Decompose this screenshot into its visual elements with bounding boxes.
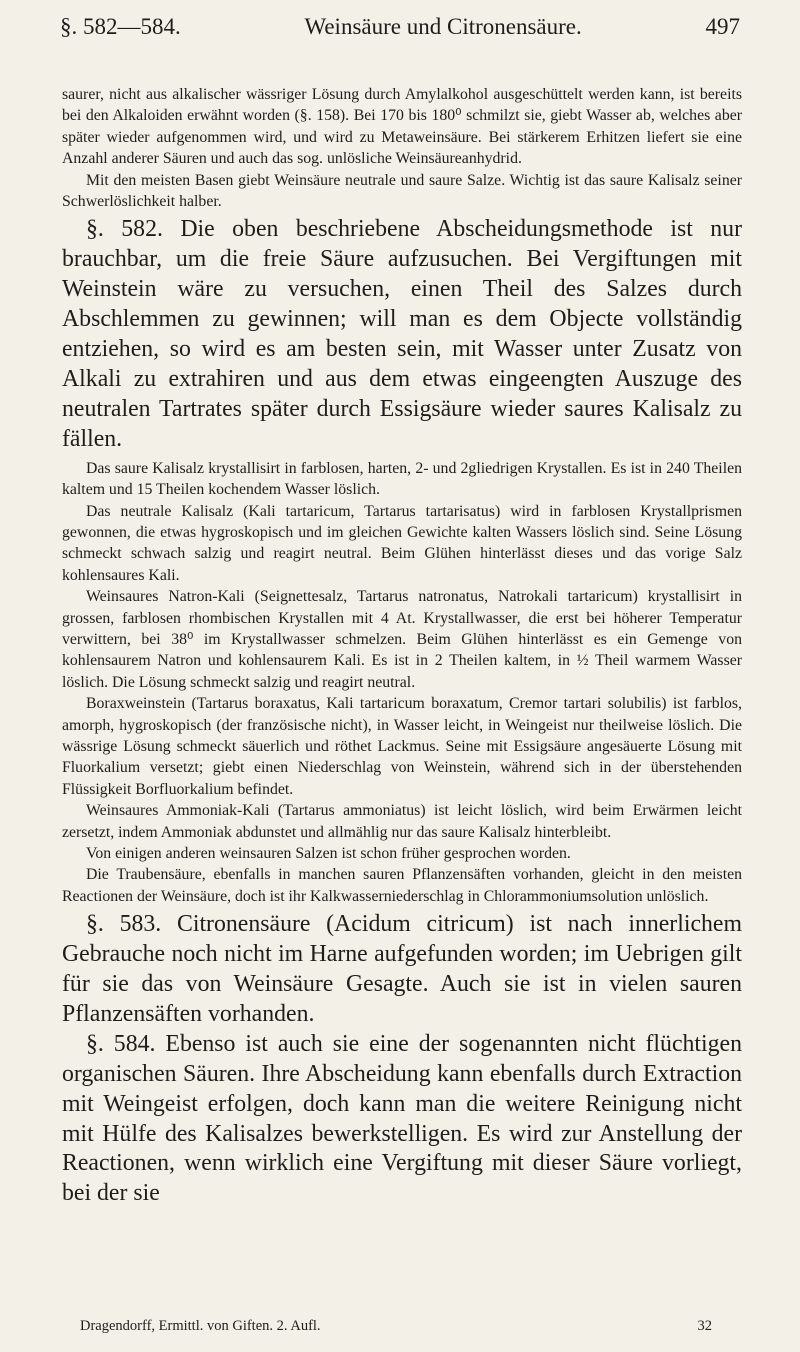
running-header [60, 14, 740, 50]
signature-mark: 32 [697, 1318, 712, 1334]
footer-citation: Dragendorff, Ermittl. von Giften. 2. Aufl. [80, 1318, 321, 1334]
section-582: §. 582. Die oben beschriebene Abscheidungsmethode ist nur brauchbar, um die freie Säure aufzusuchen. Bei Vergiftungen mit Weinstein wäre zu versuchen, einen Theil des Salzes durch Abschlemmen zu gewinnen; will man es dem Objecte vollständig entziehen, so wird es am besten sein, mit Wasser unter Zusatz von Alkali zu extrahiren und aus dem etwas eingeengten Auszuge des neutralen Tartrates später durch Essigsäure wieder saures Kalisalz zu fällen. [62, 216, 742, 452]
paragraph-neutrales-kalisalz: Das neutrale Kalisalz (Kali tartaricum, Tartarus tartarisatus) wird in farblosen Krystallprismen gewonnen, die etwas hygroskopisch und im gleichen Gewichte kalten Wassers löslich sind. Seine Lösung schmeckt schwach salzig und reagirt neutral. Beim Glühen hinterlässt dieses und das vorige Salz kohlensaures Kali. [62, 502, 742, 584]
page-body [62, 84, 742, 1209]
paragraph-natron-kali: Weinsaures Natron-Kali (Seignettesalz, Tartarus natronatus, Natrokali tartaricum) krystallisirt in grossen, farblosen rhombischen Krystallen mit 4 At. Krystallwasser, die erst bei höherer Temperatur verwittern, bei 38⁰ im Krystallwasser schmelzen. Beim Glühen hinterlässt es ein Gemenge von kohlensaurem Natron und kohlensaurem Kali. Es ist in 2 Theilen kaltem, in ½ Theil warmem Wasser löslich. Die Lösung schmeckt salzig und reagirt neutral. [62, 588, 742, 691]
paragraph-salts: Mit den meisten Basen giebt Weinsäure neutrale und saure Salze. Wichtig ist das saure Kalisalz seiner Schwerlöslichkeit halber. [62, 171, 742, 211]
paragraph-ammoniak-kali: Weinsaures Ammoniak-Kali (Tartarus ammoniatus) ist leicht löslich, wird beim Erwärmen leicht zersetzt, indem Ammoniak abdunstet und allmählig nur das saure Kalisalz hinterbleibt. [62, 802, 742, 841]
header-section-range: §. 582—584. [60, 14, 181, 39]
page-number: 497 [705, 14, 740, 39]
paragraph-boraxweinstein: Boraxweinstein (Tartarus boraxatus, Kali tartaricum boraxatum, Cremor tartari solubilis) ist farblos, amorph, hygroskopisch (der französische nicht), in Wasser leicht, in Weingeist nur theilweise löslich. Die wässrige Lösung schmeckt säuerlich und röthet Lackmus. Seine mit Essigsäure angesäuerte Lösung mit Fluorkalium versetzt; giebt einen Niederschlag von Weinstein, während sich in der überstehenden Flüssigkeit Borfluorkalium befindet. [62, 695, 742, 798]
paragraph-andere-salze: Von einigen anderen weinsauren Salzen ist schon früher gesprochen worden. [86, 845, 571, 862]
page-footer [80, 1318, 712, 1335]
header-title: Weinsäure und Citronensäure. [304, 14, 582, 39]
section-583: §. 583. Citronensäure (Acidum citricum) ist nach innerlichem Gebrauche noch nicht im Harne aufgefunden worden; im Uebrigen gilt für sie das von Weinsäure Gesagte. Auch sie ist in vielen sauren Pflanzensäften vorhanden. [62, 911, 742, 1027]
paragraph-saures-kalisalz: Das saure Kalisalz krystallisirt in farblosen, harten, 2- und 2gliedrigen Krystallen. Es ist in 240 Theilen kaltem und 15 Theilen kochendem Wasser löslich. [62, 459, 742, 499]
paragraph-traubensaeure: Die Traubensäure, ebenfalls in manchen sauren Pflanzensäften vorhanden, gleicht in den meisten Reactionen der Weinsäure, doch ist ihr Kalkwasserniederschlag in Chlorammoniumsolution unlöslich. [62, 866, 742, 905]
paragraph-continuation: saurer, nicht aus alkalischer wässriger Lösung durch Amylalkohol ausgeschüttelt werden kann, ist bereits bei den Alkaloiden erwähnt worden (§. 158). Bei 170 bis 180⁰ schmilzt sie, giebt Wasser ab, welches aber später wieder aufgenommen wird, und wird zu Metaweinsäure. Bei stärkerem Erhitzen liefert sie eine Anzahl anderer Säuren und auch das sog. unlösliche Weinsäureanhydrid. [62, 86, 742, 168]
section-584: §. 584. Ebenso ist auch sie eine der sogenannten nicht flüchtigen organischen Säuren. Ihre Abscheidung kann ebenfalls durch Extraction mit Weingeist erfolgen, doch kann man die weitere Reinigung nicht mit Hülfe des Kalisalzes bewerkstelligen. Es wird zur Anstellung der Reactionen, wenn wirklich eine Vergiftung mit dieser Säure vorliegt, bei der sie [62, 1030, 742, 1207]
